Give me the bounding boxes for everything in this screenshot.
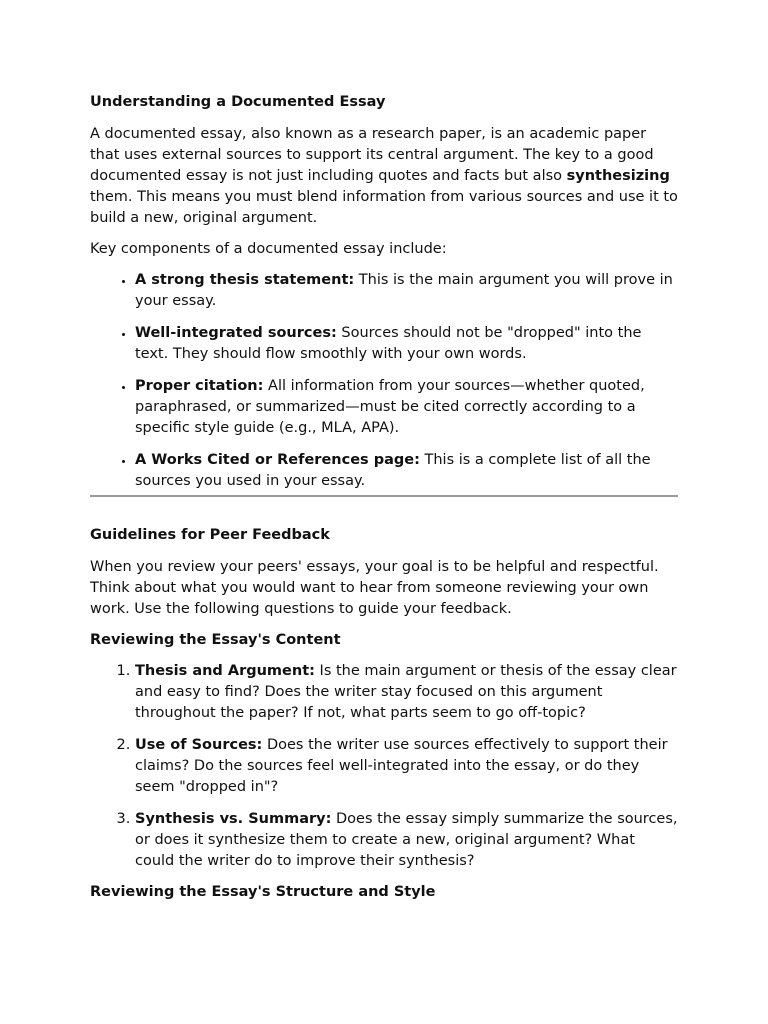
list-item: [135, 323, 678, 365]
list-item-text: Sources should not be "dropped" into the text. They should flow smoothly with your own words.: [135, 325, 642, 362]
list-item: [135, 270, 678, 312]
section-heading-documented-essay: Understanding a Documented Essay: [90, 94, 386, 110]
feedback-intro: When you review your peers' essays, your goal is to be helpful and respectful. Think about what you would want to hear from someone reviewing your own work. Use the following questions to guide your feedback.: [90, 559, 659, 617]
list-item-text: This is the main argument you will prove in your essay.: [135, 272, 673, 309]
list-item: [135, 376, 678, 439]
section-heading-peer-feedback: Guidelines for Peer Feedback: [90, 527, 330, 543]
subheading-content: Reviewing the Essay's Content: [90, 632, 341, 648]
intro-bold-term: synthesizing: [566, 168, 670, 184]
intro-text-part2: them. This means you must blend information from various sources and use it to build a new, original argument.: [90, 189, 678, 226]
list-item-lead: Use of Sources:: [135, 737, 263, 753]
list-item-lead: A strong thesis statement:: [135, 272, 355, 288]
list-item-text: Does the essay simply summarize the sources, or does it synthesize them to create a new, original argument? What could the writer do to improve their synthesis?: [135, 811, 678, 869]
content-questions-list: [90, 661, 678, 872]
intro-paragraph: [90, 124, 678, 229]
list-item-text: All information from your sources—whether quoted, paraphrased, or summarized—must be cited correctly according to a specific style guide (e.g., MLA, APA).: [135, 378, 645, 436]
components-intro: Key components of a documented essay include:: [90, 241, 447, 257]
list-item-lead: Synthesis vs. Summary:: [135, 811, 332, 827]
list-item: [135, 735, 678, 798]
list-item-lead: A Works Cited or References page:: [135, 452, 420, 468]
list-item-text: Does the writer use sources effectively to support their claims? Do the sources feel well-integrated into the essay, or do they seem "dropped in"?: [135, 737, 668, 795]
section-divider: [90, 495, 678, 497]
list-item: [135, 809, 678, 872]
list-item-lead: Well-integrated sources:: [135, 325, 337, 341]
list-item: [135, 450, 678, 492]
list-item-lead: Proper citation:: [135, 378, 264, 394]
intro-text-part1: A documented essay, also known as a research paper, is an academic paper that uses external sources to support its central argument. The key to a good documented essay is not just including quotes and facts but also: [90, 126, 654, 184]
list-item-text: This is a complete list of all the sources you used in your essay.: [135, 452, 651, 489]
components-list: [90, 270, 678, 492]
list-item: [135, 661, 678, 724]
list-item-text: Is the main argument or thesis of the essay clear and easy to find? Does the writer stay focused on this argument throughout the paper? If not, what parts seem to go off-topic?: [135, 663, 677, 721]
subheading-structure-style: Reviewing the Essay's Structure and Style: [90, 884, 436, 900]
list-item-lead: Thesis and Argument:: [135, 663, 315, 679]
document-page: [90, 92, 678, 913]
